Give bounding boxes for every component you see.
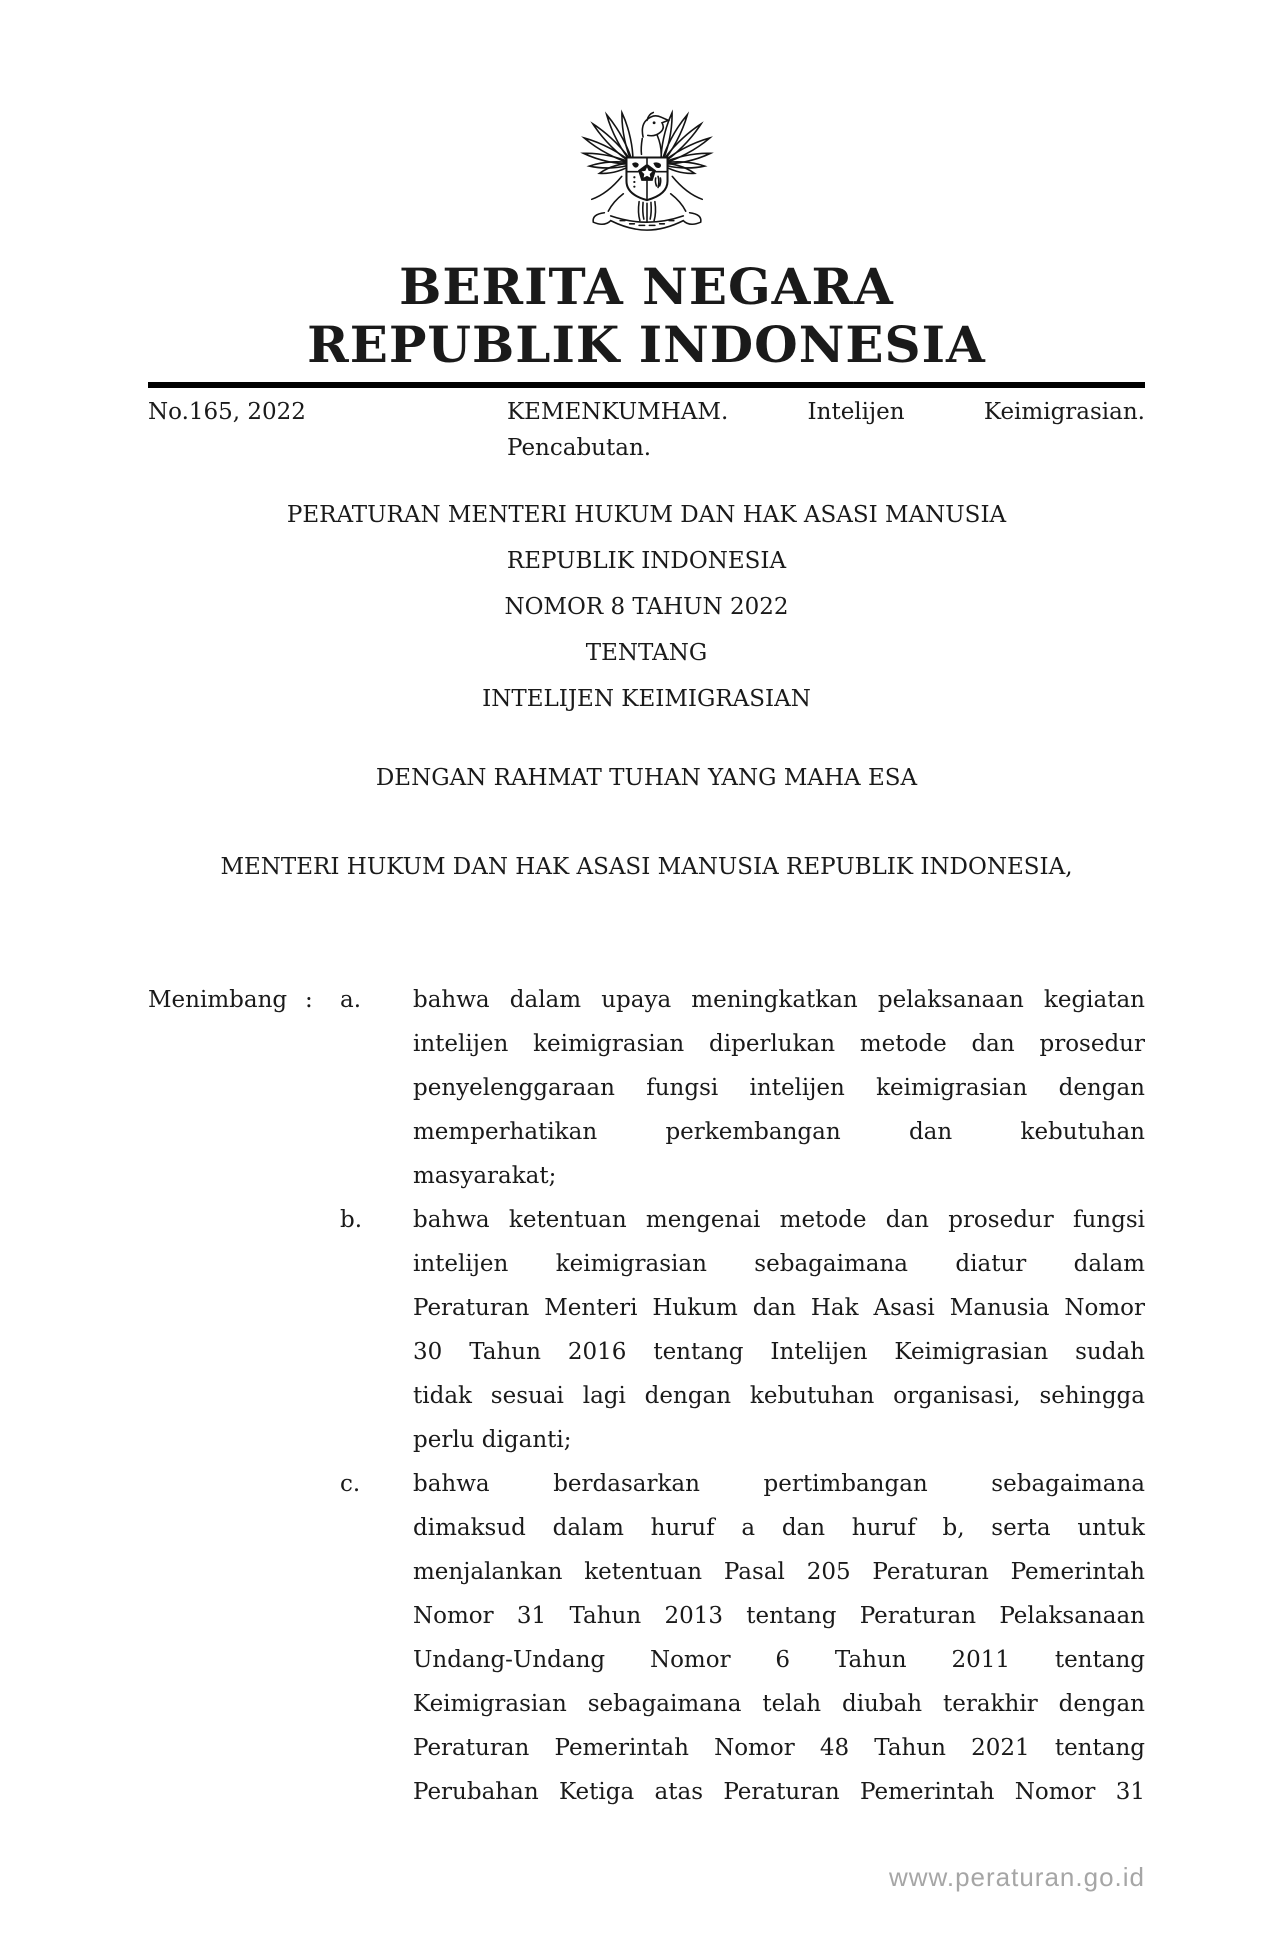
gazette-meta-row (148, 394, 1145, 466)
text-line: bahwa dalam upaya meningkatkan pelaksanaan kegiatan (413, 987, 1145, 1013)
menimbang-item (340, 1198, 1145, 1462)
item-letter: b. (340, 1207, 363, 1233)
text-line: dimaksud dalam huruf a dan huruf b, serta untuk (413, 1515, 1145, 1541)
text-line: menjalankan ketentuan Pasal 205 Peraturan Pemerintah (413, 1559, 1145, 1585)
menimbang-separator: : (305, 987, 313, 1013)
text-line: 30 Tahun 2016 tentang Intelijen Keimigrasian sudah (413, 1339, 1145, 1365)
text-line: tidak sesuai lagi dengan kebutuhan organisasi, sehingga (413, 1383, 1145, 1409)
regulation-title-line-4: TENTANG (585, 640, 708, 666)
text-line: KEMENKUMHAM. Intelijen Keimigrasian. (507, 399, 1145, 425)
pancasila-shield (626, 157, 667, 200)
menimbang-items (340, 978, 1145, 1814)
text-line: bahwa berdasarkan pertimbangan sebagaimana (413, 1471, 1145, 1497)
item-letter: a. (340, 987, 362, 1013)
watermark-url: www.peraturan.go.id (888, 1862, 1145, 1892)
text-line: Nomor 31 Tahun 2013 tentang Peraturan Pelaksanaan (413, 1603, 1145, 1629)
regulation-title-line-2: REPUBLIK INDONESIA (506, 548, 787, 574)
authority-line: MENTERI HUKUM DAN HAK ASASI MANUSIA REPUBLIK INDONESIA, (220, 854, 1073, 880)
text-line: perlu diganti; (413, 1427, 572, 1453)
text-line: Undang-Undang Nomor 6 Tahun 2011 tentang (413, 1647, 1145, 1673)
regulation-title-line-5: INTELIJEN KEIMIGRASIAN (482, 686, 811, 712)
gazette-title-line1: BERITA NEGARA (399, 257, 894, 316)
text-line: penyelenggaraan fungsi intelijen keimigrasian dengan (413, 1075, 1145, 1101)
item-text (413, 1462, 1145, 1814)
text-line: Peraturan Pemerintah Nomor 48 Tahun 2021 tentang (413, 1735, 1145, 1761)
regulation-title-line-1: PERATURAN MENTERI HUKUM DAN HAK ASASI MANUSIA (286, 502, 1007, 528)
item-text (413, 1198, 1145, 1462)
regulation-title-line-3: NOMOR 8 TAHUN 2022 (504, 594, 789, 620)
item-text (413, 978, 1145, 1198)
menimbang-item (340, 1462, 1145, 1814)
garuda-pancasila-emblem (568, 88, 726, 238)
gazette-subject-keywords (507, 394, 1145, 466)
regulation-title (148, 492, 1145, 722)
emblem-container (148, 88, 1145, 246)
menimbang-section (148, 978, 1145, 1814)
menimbang-label: Menimbang (148, 987, 288, 1013)
text-line: intelijen keimigrasian sebagaimana diatur dalam (413, 1251, 1145, 1277)
text-line: Peraturan Menteri Hukum dan Hak Asasi Manusia Nomor (413, 1295, 1145, 1321)
gazette-title-line2: REPUBLIK INDONESIA (307, 315, 986, 374)
menimbang-item (340, 978, 1145, 1198)
masthead-rule (148, 382, 1145, 388)
text-line: bahwa ketentuan mengenai metode dan prosedur fungsi (413, 1207, 1145, 1233)
text-line: intelijen keimigrasian diperlukan metode dan prosedur (413, 1031, 1145, 1057)
page-content (0, 88, 1275, 1814)
text-line: memperhatikan perkembangan dan kebutuhan (413, 1119, 1145, 1145)
gazette-issue-number: No.165, 2022 (148, 399, 306, 425)
text-line: Perubahan Ketiga atas Peraturan Pemerintah Nomor 31 (413, 1779, 1145, 1805)
text-line: Pencabutan. (507, 435, 652, 461)
invocation-line: DENGAN RAHMAT TUHAN YANG MAHA ESA (375, 765, 918, 791)
text-line: Keimigrasian sebagaimana telah diubah terakhir dengan (413, 1691, 1145, 1717)
text-line: masyarakat; (413, 1163, 557, 1189)
item-letter: c. (340, 1471, 361, 1497)
